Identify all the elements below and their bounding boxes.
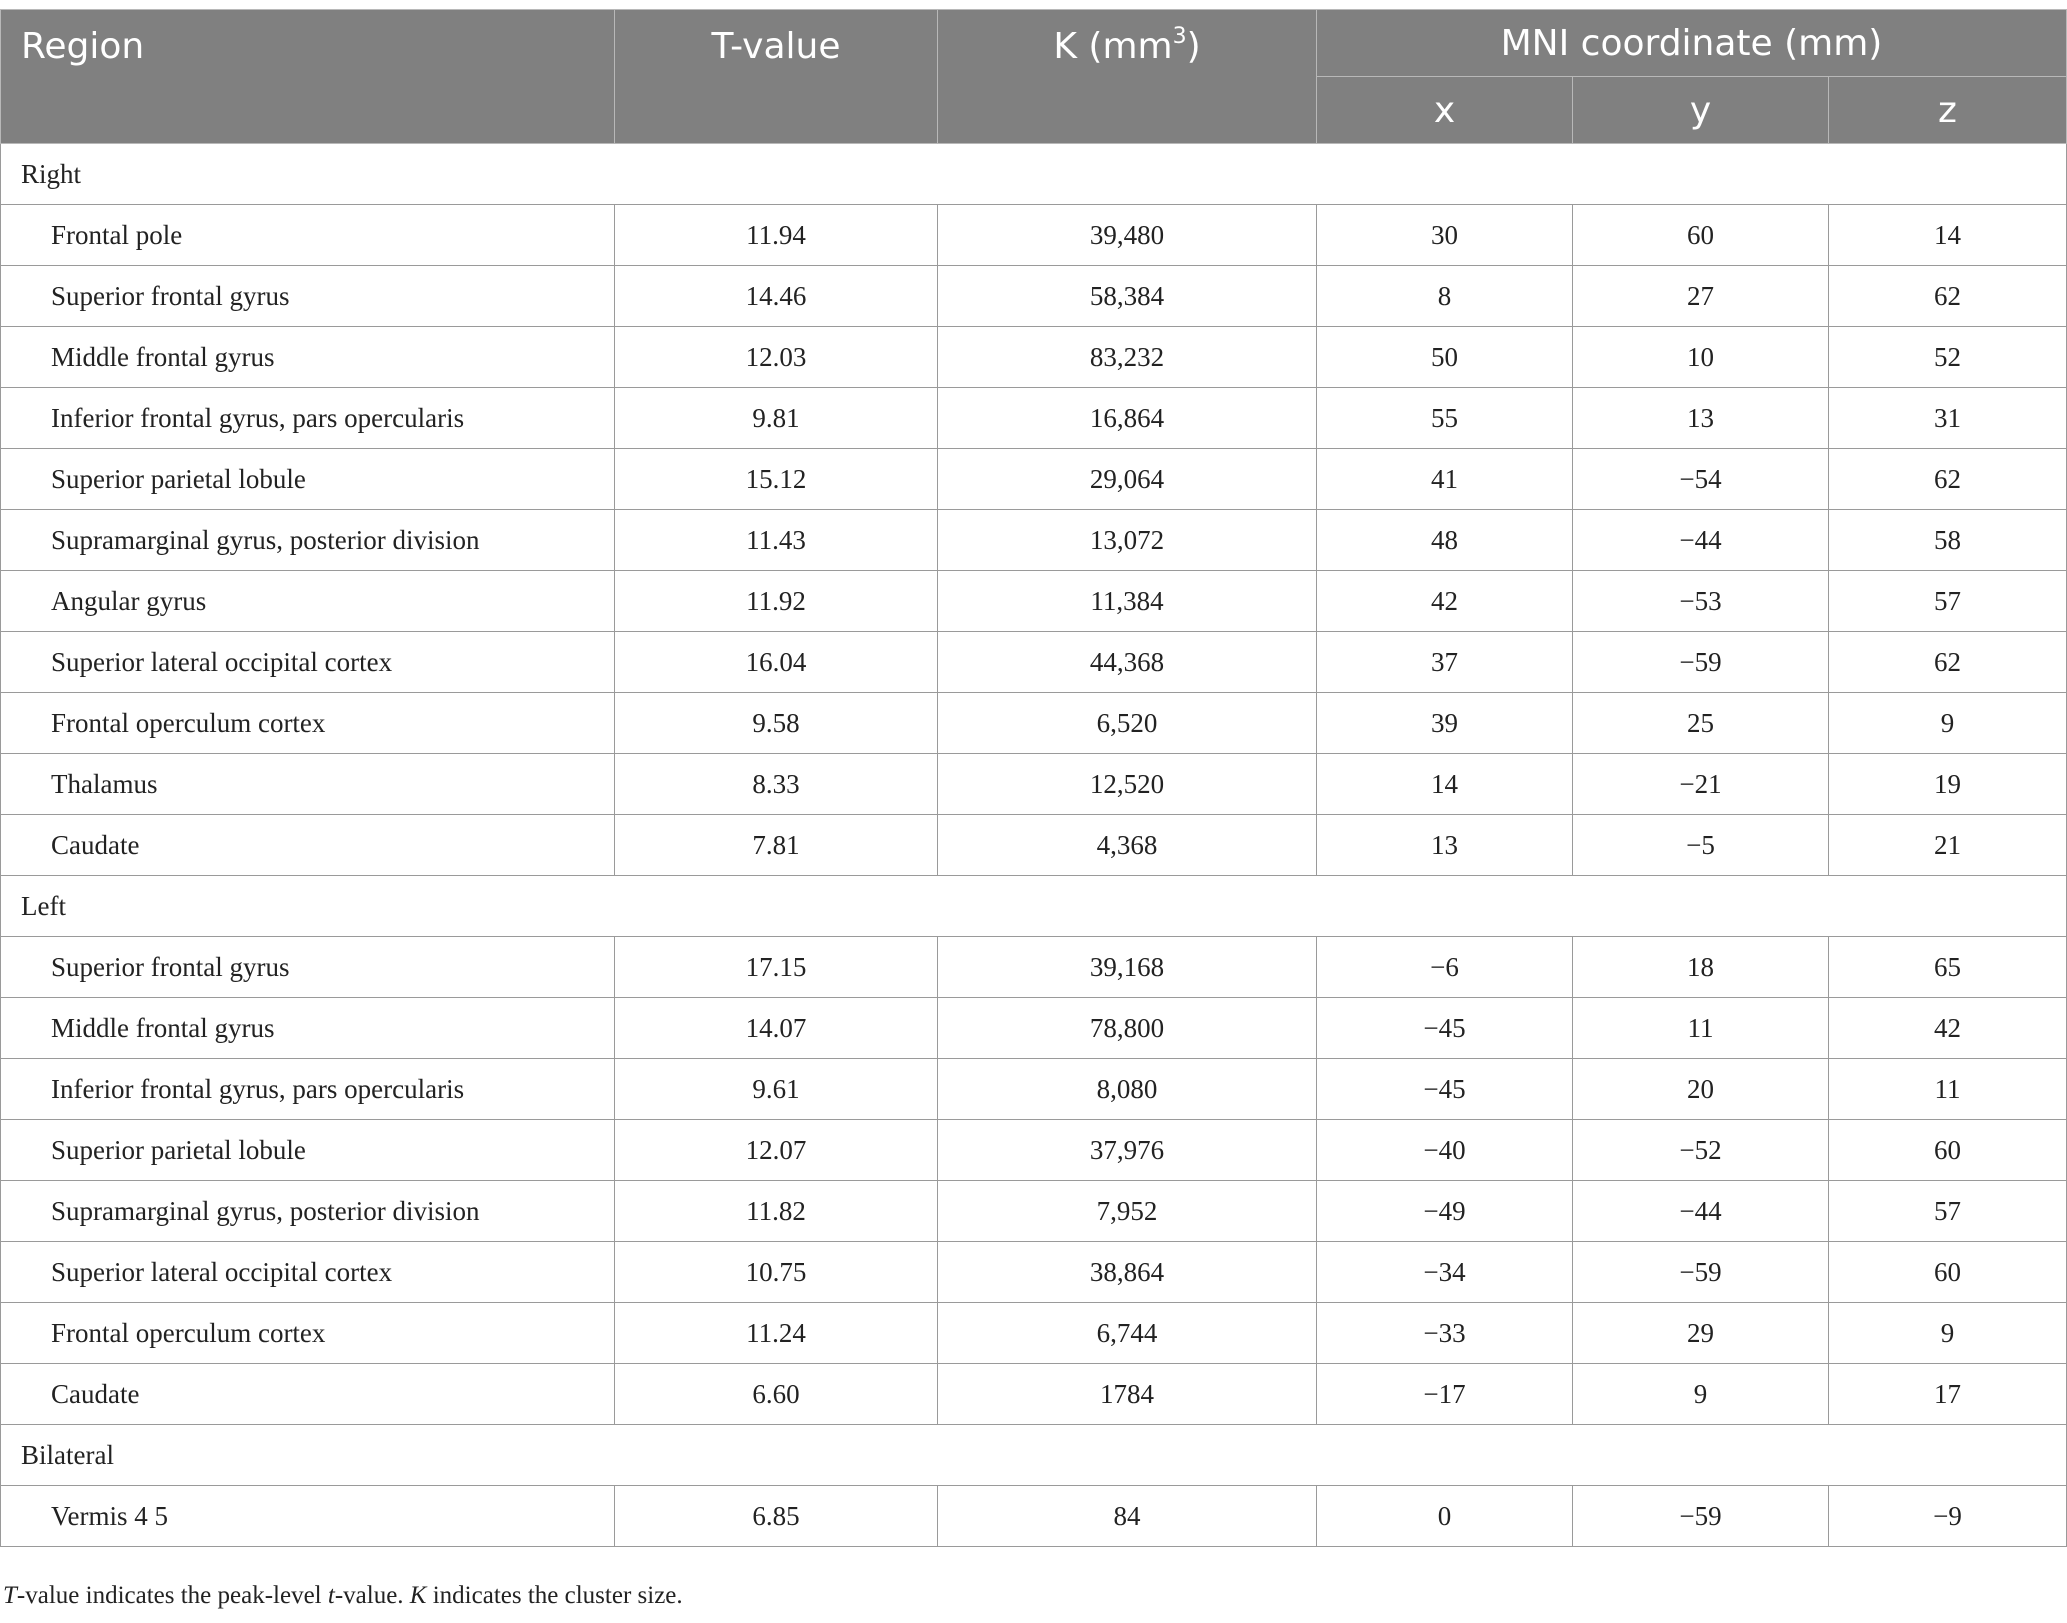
cell-x: 41 xyxy=(1317,449,1573,510)
cell-region: Middle frontal gyrus xyxy=(1,998,615,1059)
cell-cluster-size: 8,080 xyxy=(938,1059,1317,1120)
cell-cluster-size: 6,744 xyxy=(938,1303,1317,1364)
footnote-part-3: indicates the cluster size. xyxy=(426,1582,683,1609)
cell-z: 9 xyxy=(1829,693,2067,754)
group-row xyxy=(1,1425,2067,1486)
cell-region: Frontal operculum cortex xyxy=(1,693,615,754)
cell-x: −45 xyxy=(1317,1059,1573,1120)
cell-z: 60 xyxy=(1829,1242,2067,1303)
cell-t-value: 6.60 xyxy=(615,1364,938,1425)
cell-cluster-size: 83,232 xyxy=(938,327,1317,388)
cell-y: −59 xyxy=(1573,1242,1829,1303)
cell-z: 60 xyxy=(1829,1120,2067,1181)
table-row xyxy=(1,327,2067,388)
results-table xyxy=(0,9,2067,1547)
table-footnote xyxy=(3,1582,683,1610)
cell-t-value: 12.07 xyxy=(615,1120,938,1181)
cell-x: 14 xyxy=(1317,754,1573,815)
cell-z: 19 xyxy=(1829,754,2067,815)
cell-z: 57 xyxy=(1829,571,2067,632)
cell-x: 0 xyxy=(1317,1486,1573,1547)
cell-z: 21 xyxy=(1829,815,2067,876)
cell-region: Superior parietal lobule xyxy=(1,1120,615,1181)
cell-t-value: 9.61 xyxy=(615,1059,938,1120)
cell-t-value: 15.12 xyxy=(615,449,938,510)
cell-x: −6 xyxy=(1317,937,1573,998)
table-row xyxy=(1,205,2067,266)
cell-region: Frontal operculum cortex xyxy=(1,1303,615,1364)
cell-cluster-size: 11,384 xyxy=(938,571,1317,632)
cell-y: 20 xyxy=(1573,1059,1829,1120)
cell-region: Frontal pole xyxy=(1,205,615,266)
cell-y: 29 xyxy=(1573,1303,1829,1364)
cell-t-value: 8.33 xyxy=(615,754,938,815)
cell-cluster-size: 6,520 xyxy=(938,693,1317,754)
table-row xyxy=(1,1059,2067,1120)
table-row xyxy=(1,1242,2067,1303)
table-row xyxy=(1,815,2067,876)
footnote-part-2: -value. xyxy=(334,1582,410,1609)
cell-region: Middle frontal gyrus xyxy=(1,327,615,388)
cell-region: Thalamus xyxy=(1,754,615,815)
cell-cluster-size: 4,368 xyxy=(938,815,1317,876)
cell-t-value: 10.75 xyxy=(615,1242,938,1303)
cell-cluster-size: 39,480 xyxy=(938,205,1317,266)
cell-region: Supramarginal gyrus, posterior division xyxy=(1,1181,615,1242)
group-label: Right xyxy=(1,144,2067,205)
cell-t-value: 14.07 xyxy=(615,998,938,1059)
cell-t-value: 9.58 xyxy=(615,693,938,754)
results-table-container xyxy=(0,9,2067,1547)
cell-t-value: 7.81 xyxy=(615,815,938,876)
cell-y: −44 xyxy=(1573,510,1829,571)
cell-y: 9 xyxy=(1573,1364,1829,1425)
cell-z: 17 xyxy=(1829,1364,2067,1425)
cell-region: Superior frontal gyrus xyxy=(1,266,615,327)
cell-y: 25 xyxy=(1573,693,1829,754)
table-row xyxy=(1,1181,2067,1242)
cell-region: Superior frontal gyrus xyxy=(1,937,615,998)
cell-y: −53 xyxy=(1573,571,1829,632)
cell-y: −21 xyxy=(1573,754,1829,815)
group-row xyxy=(1,876,2067,937)
cell-region: Vermis 4 5 xyxy=(1,1486,615,1547)
cell-cluster-size: 44,368 xyxy=(938,632,1317,693)
cell-y: −59 xyxy=(1573,1486,1829,1547)
cell-y: −5 xyxy=(1573,815,1829,876)
cell-y: −52 xyxy=(1573,1120,1829,1181)
cell-cluster-size: 13,072 xyxy=(938,510,1317,571)
table-row xyxy=(1,449,2067,510)
header-y: y xyxy=(1573,77,1829,144)
table-row xyxy=(1,632,2067,693)
cell-z: 14 xyxy=(1829,205,2067,266)
group-label: Bilateral xyxy=(1,1425,2067,1486)
cell-y: 13 xyxy=(1573,388,1829,449)
footnote-t-italic: T xyxy=(3,1582,17,1609)
table-row xyxy=(1,1486,2067,1547)
cell-z: 31 xyxy=(1829,388,2067,449)
cell-z: −9 xyxy=(1829,1486,2067,1547)
cell-region: Superior lateral occipital cortex xyxy=(1,632,615,693)
cell-t-value: 11.24 xyxy=(615,1303,938,1364)
cell-z: 11 xyxy=(1829,1059,2067,1120)
table-row xyxy=(1,937,2067,998)
cell-t-value: 12.03 xyxy=(615,327,938,388)
cell-y: 18 xyxy=(1573,937,1829,998)
cell-cluster-size: 12,520 xyxy=(938,754,1317,815)
table-row xyxy=(1,754,2067,815)
table-row xyxy=(1,998,2067,1059)
table-row xyxy=(1,1303,2067,1364)
cell-t-value: 11.92 xyxy=(615,571,938,632)
cell-t-value: 14.46 xyxy=(615,266,938,327)
cell-z: 9 xyxy=(1829,1303,2067,1364)
cell-t-value: 9.81 xyxy=(615,388,938,449)
cell-z: 42 xyxy=(1829,998,2067,1059)
group-row xyxy=(1,144,2067,205)
cell-cluster-size: 29,064 xyxy=(938,449,1317,510)
cell-cluster-size: 7,952 xyxy=(938,1181,1317,1242)
cell-region: Superior parietal lobule xyxy=(1,449,615,510)
cell-x: 42 xyxy=(1317,571,1573,632)
group-label: Left xyxy=(1,876,2067,937)
cell-y: 60 xyxy=(1573,205,1829,266)
cell-cluster-size: 84 xyxy=(938,1486,1317,1547)
cell-cluster-size: 37,976 xyxy=(938,1120,1317,1181)
header-t-value: T-value xyxy=(615,10,938,144)
cell-region: Superior lateral occipital cortex xyxy=(1,1242,615,1303)
cell-cluster-size: 58,384 xyxy=(938,266,1317,327)
cell-y: −59 xyxy=(1573,632,1829,693)
cell-x: 37 xyxy=(1317,632,1573,693)
cell-y: −54 xyxy=(1573,449,1829,510)
cell-x: 30 xyxy=(1317,205,1573,266)
cell-cluster-size: 78,800 xyxy=(938,998,1317,1059)
cell-t-value: 16.04 xyxy=(615,632,938,693)
table-body xyxy=(1,144,2067,1547)
cell-z: 62 xyxy=(1829,266,2067,327)
cell-z: 58 xyxy=(1829,510,2067,571)
header-k-label: K (mm xyxy=(1053,26,1173,67)
cell-region: Caudate xyxy=(1,815,615,876)
cell-t-value: 11.43 xyxy=(615,510,938,571)
table-row xyxy=(1,266,2067,327)
header-region: Region xyxy=(1,10,615,144)
cell-x: 8 xyxy=(1317,266,1573,327)
cell-cluster-size: 1784 xyxy=(938,1364,1317,1425)
cell-x: 13 xyxy=(1317,815,1573,876)
cell-x: 39 xyxy=(1317,693,1573,754)
header-k-superscript: 3 xyxy=(1172,24,1187,49)
table-row xyxy=(1,388,2067,449)
cell-x: −45 xyxy=(1317,998,1573,1059)
cell-x: −40 xyxy=(1317,1120,1573,1181)
cell-y: 27 xyxy=(1573,266,1829,327)
cell-t-value: 17.15 xyxy=(615,937,938,998)
cell-t-value: 11.82 xyxy=(615,1181,938,1242)
cell-x: −34 xyxy=(1317,1242,1573,1303)
table-row xyxy=(1,1120,2067,1181)
header-cluster-size xyxy=(938,10,1317,144)
cell-z: 62 xyxy=(1829,449,2067,510)
cell-z: 57 xyxy=(1829,1181,2067,1242)
cell-x: 48 xyxy=(1317,510,1573,571)
table-row xyxy=(1,693,2067,754)
table-header xyxy=(1,10,2067,144)
header-mni-coordinate: MNI coordinate (mm) xyxy=(1317,10,2067,77)
cell-t-value: 11.94 xyxy=(615,205,938,266)
cell-y: −44 xyxy=(1573,1181,1829,1242)
cell-region: Caudate xyxy=(1,1364,615,1425)
cell-x: 55 xyxy=(1317,388,1573,449)
cell-cluster-size: 38,864 xyxy=(938,1242,1317,1303)
cell-cluster-size: 39,168 xyxy=(938,937,1317,998)
cell-y: 11 xyxy=(1573,998,1829,1059)
cell-region: Angular gyrus xyxy=(1,571,615,632)
cell-cluster-size: 16,864 xyxy=(938,388,1317,449)
cell-x: −49 xyxy=(1317,1181,1573,1242)
cell-region: Inferior frontal gyrus, pars opercularis xyxy=(1,1059,615,1120)
header-x: x xyxy=(1317,77,1573,144)
footnote-k-italic: K xyxy=(409,1582,427,1609)
cell-x: 50 xyxy=(1317,327,1573,388)
cell-region: Inferior frontal gyrus, pars opercularis xyxy=(1,388,615,449)
cell-t-value: 6.85 xyxy=(615,1486,938,1547)
cell-z: 65 xyxy=(1829,937,2067,998)
cell-region: Supramarginal gyrus, posterior division xyxy=(1,510,615,571)
header-z: z xyxy=(1829,77,2067,144)
header-k-close: ) xyxy=(1186,26,1201,67)
cell-x: −17 xyxy=(1317,1364,1573,1425)
table-row xyxy=(1,510,2067,571)
footnote-t2-italic: t xyxy=(327,1582,335,1609)
cell-y: 10 xyxy=(1573,327,1829,388)
footnote-part-1: -value indicates the peak-level xyxy=(16,1582,328,1609)
table-row xyxy=(1,571,2067,632)
cell-x: −33 xyxy=(1317,1303,1573,1364)
cell-z: 62 xyxy=(1829,632,2067,693)
cell-z: 52 xyxy=(1829,327,2067,388)
table-row xyxy=(1,1364,2067,1425)
